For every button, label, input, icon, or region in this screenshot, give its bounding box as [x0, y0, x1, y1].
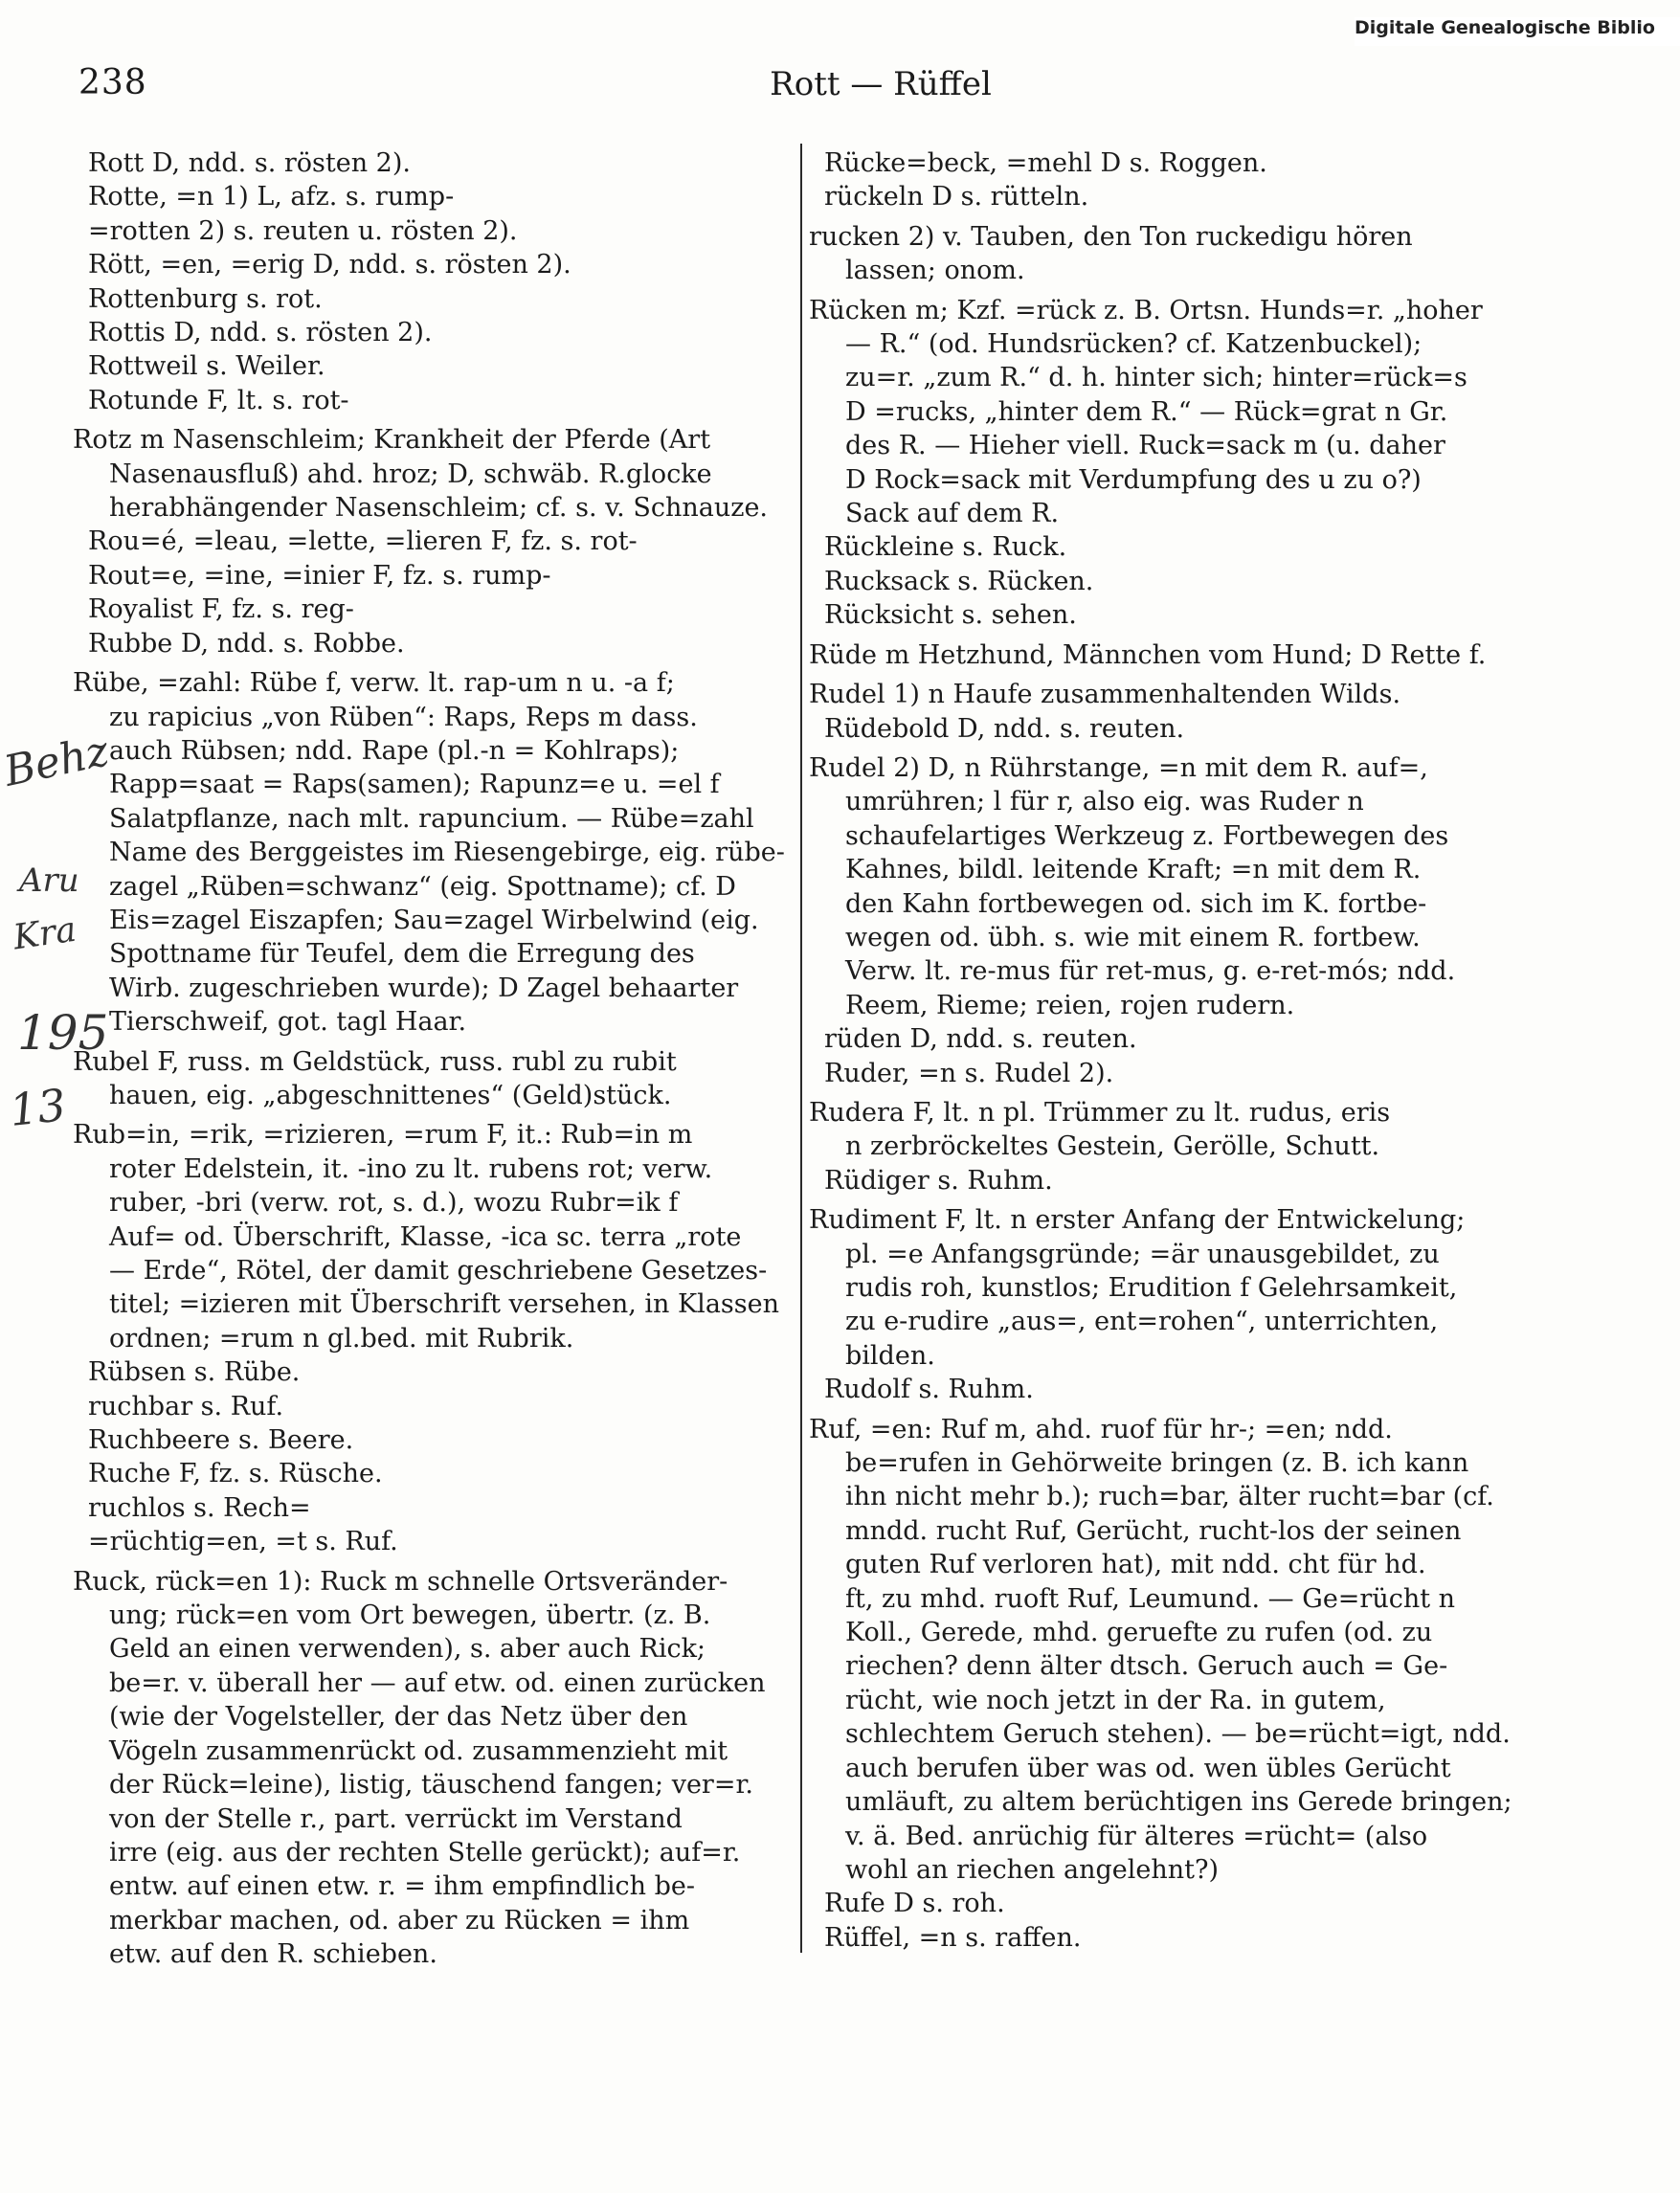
- entry-continuation: ft, zu mhd. ruoft Ruf, Leumund. — Ge=rücht n: [845, 1583, 1456, 1614]
- entry-continuation: pl. =e Anfangsgründe; =är unausgebildet, zu: [845, 1239, 1440, 1269]
- entry-continuation: roter Edelstein, it. -ino zu lt. rubens rot; verw.: [109, 1153, 713, 1184]
- entry-continuation: Spottname für Teufel, dem die Erregung des: [109, 939, 695, 970]
- dictionary-entry: Rou=é, =leau, =lette, =lieren F, fz. s. rot-: [88, 526, 638, 557]
- dictionary-entry: Rübe, =zahl: Rübe f, verw. lt. rap-um n u. -a f;: [73, 668, 675, 699]
- dictionary-entry: Rucksack s. Rücken.: [824, 566, 1094, 596]
- entry-continuation: Nasenausfluß) ahd. hroz; D, schwäb. R.glocke: [109, 459, 712, 489]
- dictionary-entry: Rotunde F, lt. s. rot-: [88, 385, 349, 415]
- entry-continuation: ung; rück=en vom Ort bewegen, übertr. (z. B.: [109, 1600, 711, 1631]
- entry-continuation: wegen od. übh. s. wie mit einem R. fortbew.: [845, 922, 1421, 952]
- dictionary-entry: Ruder, =n s. Rudel 2).: [824, 1058, 1114, 1088]
- entry-continuation: des R. — Hieher viell. Ruck=sack m (u. daher: [845, 431, 1445, 461]
- entry-continuation: entw. auf einen etw. r. = ihm empfindlich be-: [109, 1871, 696, 1902]
- dictionary-entry: Rottweil s. Weiler.: [88, 351, 325, 382]
- dictionary-entry: Rudolf s. Ruhm.: [824, 1375, 1034, 1405]
- entry-continuation: riechen? denn älter dtsch. Geruch auch = Ge-: [845, 1651, 1448, 1682]
- handwritten-annotation: 195: [17, 1005, 109, 1061]
- left-column: [73, 146, 793, 1972]
- dictionary-entry: rucken 2) v. Tauben, den Ton ruckedigu hören: [809, 221, 1413, 252]
- entry-continuation: — Erde“, Rötel, der damit geschriebene Gesetzes-: [109, 1256, 768, 1286]
- entry-continuation: zu rapicius „von Rüben“: Raps, Reps m dass.: [109, 702, 698, 732]
- dictionary-entry: Royalist F, fz. s. reg-: [88, 594, 354, 625]
- entry-continuation: merkbar machen, od. aber zu Rücken = ihm: [109, 1905, 690, 1936]
- entry-continuation: Wirb. zugeschrieben wurde); D Zagel behaarter: [109, 973, 739, 1003]
- dictionary-entry: Rudera F, lt. n pl. Trümmer zu lt. rudus, eris: [809, 1097, 1391, 1128]
- entry-continuation: D Rock=sack mit Verdumpfung des u zu o?): [845, 464, 1422, 495]
- dictionary-entry: Rüde m Hetzhund, Männchen vom Hund; D Rette f.: [809, 639, 1487, 670]
- dictionary-entry: rüden D, ndd. s. reuten.: [824, 1024, 1137, 1055]
- entry-continuation: lassen; onom.: [845, 256, 1025, 286]
- entry-continuation: rücht, wie noch jetzt in der Ra. in gutem,: [845, 1685, 1386, 1715]
- dictionary-entry: Rött, =en, =erig D, ndd. s. rösten 2).: [88, 250, 571, 280]
- entry-continuation: Koll., Gerede, mhd. geruefte zu rufen (od. zu: [845, 1618, 1433, 1648]
- entry-continuation: v. ä. Bed. anrüchig für älteres =rücht= (also: [845, 1821, 1428, 1851]
- entry-continuation: rudis roh, kunstlos; Erudition f Gelehrsamkeit,: [845, 1273, 1458, 1303]
- dictionary-entry: rückeln D s. rütteln.: [824, 182, 1089, 213]
- dictionary-entry: ruchbar s. Ruf.: [88, 1391, 284, 1421]
- dictionary-entry: Ruche F, fz. s. Rüsche.: [88, 1459, 383, 1489]
- dictionary-entry: Rücksicht s. sehen.: [824, 600, 1077, 631]
- dictionary-entry: Rudel 1) n Haufe zusammenhaltenden Wilds.: [809, 680, 1401, 710]
- entry-continuation: guten Ruf verloren hat), mit ndd. cht für hd.: [845, 1550, 1426, 1580]
- entry-continuation: titel; =izieren mit Überschrift versehen, in Klassen: [109, 1289, 779, 1320]
- entry-continuation: schlechtem Geruch stehen). — be=rücht=igt, ndd.: [845, 1719, 1511, 1750]
- entry-continuation: Tierschweif, got. tagl Haar.: [109, 1007, 467, 1038]
- entry-continuation: Name des Berggeistes im Riesengebirge, eig. rübe-: [109, 838, 785, 868]
- dictionary-entry: Rotz m Nasenschleim; Krankheit der Pferde (Art: [73, 425, 711, 456]
- entry-continuation: Reem, Rieme; reien, rojen rudern.: [845, 990, 1295, 1020]
- dictionary-entry: Rüdiger s. Ruhm.: [824, 1165, 1053, 1196]
- entry-continuation: hauen, eig. „abgeschnittenes“ (Geld)stück.: [109, 1080, 672, 1110]
- entry-continuation: D =rucks, „hinter dem R.“ — Rück=grat n Gr.: [845, 396, 1448, 427]
- handwritten-annotation: Aru: [19, 862, 79, 900]
- dictionary-entry: Rückleine s. Ruck.: [824, 532, 1067, 563]
- dictionary-entry: Ruf, =en: Ruf m, ahd. ruof für hr-; =en; ndd.: [809, 1414, 1393, 1444]
- dictionary-entry: Rubel F, russ. m Geldstück, russ. rubl zu rubit: [73, 1046, 677, 1077]
- dictionary-entry: Rüffel, =n s. raffen.: [824, 1922, 1082, 1953]
- entry-continuation: wohl an riechen angelehnt?): [845, 1854, 1220, 1885]
- entry-continuation: be=r. v. überall her — auf etw. od. einen zurücken: [109, 1667, 766, 1698]
- dictionary-entry: Ruchbeere s. Beere.: [88, 1425, 354, 1456]
- entry-continuation: zu=r. „zum R.“ d. h. hinter sich; hinter=rück=s: [845, 363, 1467, 393]
- dictionary-entry: Rücke=beck, =mehl D s. Roggen.: [824, 148, 1267, 178]
- entry-continuation: herabhängender Nasenschleim; cf. s. v. Schnauze.: [109, 493, 768, 524]
- dictionary-entry: Rout=e, =ine, =inier F, fz. s. rump-: [88, 560, 551, 591]
- entry-continuation: Eis=zagel Eiszapfen; Sau=zagel Wirbelwind (eig.: [109, 905, 759, 935]
- entry-continuation: be=rufen in Gehörweite bringen (z. B. ich kann: [845, 1448, 1469, 1479]
- entry-continuation: irre (eig. aus der rechten Stelle gerückt); auf=r.: [109, 1837, 741, 1868]
- dictionary-entry: =rotten 2) s. reuten u. rösten 2).: [88, 215, 518, 246]
- entry-continuation: n zerbröckeltes Gestein, Gerölle, Schutt.: [845, 1131, 1380, 1162]
- dictionary-entry: Ruck, rück=en 1): Ruck m schnelle Ortsveränder-: [73, 1566, 728, 1597]
- entry-continuation: bilden.: [845, 1340, 935, 1371]
- running-title: Rott — Rüffel: [770, 65, 992, 103]
- entry-continuation: den Kahn fortbewegen od. sich im K. fortbe-: [845, 888, 1427, 919]
- entry-continuation: Vögeln zusammenrückt od. zusammenzieht mit: [109, 1735, 728, 1766]
- dictionary-entry: Rücken m; Kzf. =rück z. B. Ortsn. Hunds=r. „hoher: [809, 295, 1483, 325]
- entry-continuation: von der Stelle r., part. verrückt im Verstand: [109, 1803, 683, 1834]
- entry-continuation: umläuft, zu altem berüchtigen ins Gerede bringen;: [845, 1787, 1512, 1818]
- entry-continuation: mndd. rucht Ruf, Gerücht, rucht-los der seinen: [845, 1515, 1462, 1546]
- entry-continuation: (wie der Vogelsteller, der das Netz über den: [109, 1702, 688, 1733]
- dictionary-entry: Rüdebold D, ndd. s. reuten.: [824, 713, 1185, 744]
- entry-continuation: Verw. lt. re-mus für ret-mus, g. e-ret-mós; ndd.: [845, 956, 1456, 987]
- dictionary-entry: Rudel 2) D, n Rührstange, =n mit dem R. auf=,: [809, 752, 1428, 783]
- entry-continuation: umrühren; l für r, also eig. was Ruder n: [845, 787, 1364, 817]
- dictionary-entry: Rotte, =n 1) L, afz. s. rump-: [88, 182, 455, 213]
- dictionary-entry: Rub=in, =rik, =rizieren, =rum F, it.: Rub=in m: [73, 1120, 693, 1151]
- entry-continuation: Sack auf dem R.: [845, 499, 1060, 529]
- entry-continuation: Rapp=saat = Raps(samen); Rapunz=e u. =el f: [109, 770, 720, 800]
- dictionary-entry: Rott D, ndd. s. rösten 2).: [88, 148, 411, 178]
- handwritten-annotation: 13: [7, 1079, 69, 1136]
- dictionary-entry: =rüchtig=en, =t s. Ruf.: [88, 1527, 398, 1557]
- entry-continuation: auch berufen über was od. wen übles Gerücht: [845, 1753, 1451, 1783]
- dictionary-entry: ruchlos s. Rech=: [88, 1492, 311, 1523]
- entry-continuation: zu e-rudire „aus=, ent=rohen“, unterrichten,: [845, 1307, 1439, 1337]
- entry-continuation: Salatpflanze, nach mlt. rapuncium. — Rübe=zahl: [109, 803, 754, 834]
- entry-continuation: — R.“ (od. Hundsrücken? cf. Katzenbuckel);: [845, 329, 1422, 360]
- dictionary-entry: Rufe D s. roh.: [824, 1889, 1005, 1919]
- dictionary-entry: Rudiment F, lt. n erster Anfang der Entwickelung;: [809, 1205, 1466, 1236]
- entry-continuation: ordnen; =rum n gl.bed. mit Rubrik.: [109, 1323, 574, 1354]
- right-column: [809, 146, 1536, 1955]
- entry-continuation: etw. auf den R. schieben.: [109, 1939, 437, 1970]
- handwritten-annotation: Behz: [0, 727, 114, 796]
- entry-continuation: ihn nicht mehr b.); ruch=bar, älter rucht=bar (cf.: [845, 1482, 1494, 1512]
- column-divider: [800, 144, 802, 1953]
- dictionary-entry: Rubbe D, ndd. s. Robbe.: [88, 628, 405, 659]
- entry-continuation: schaufelartiges Werkzeug z. Fortbewegen des: [845, 820, 1449, 851]
- library-watermark: Digitale Genealogische Biblio: [1355, 17, 1680, 46]
- dictionary-entry: Rübsen s. Rübe.: [88, 1357, 301, 1388]
- entry-continuation: ruber, -bri (verw. rot, s. d.), wozu Rubr=ik f: [109, 1188, 679, 1219]
- entry-continuation: der Rück=leine), listig, täuschend fangen; ver=r.: [109, 1770, 753, 1801]
- dictionary-entry: Rottenburg s. rot.: [88, 283, 323, 314]
- entry-continuation: Auf= od. Überschrift, Klasse, -ica sc. terra „rote: [109, 1221, 742, 1252]
- handwritten-annotation: Kra: [11, 909, 79, 958]
- entry-continuation: zagel „Rüben=schwanz“ (eig. Spottname); cf. D: [109, 871, 736, 902]
- entry-continuation: auch Rübsen; ndd. Rape (pl.-n = Kohlraps);: [109, 735, 680, 766]
- entry-continuation: Geld an einen verwenden), s. aber auch Rick;: [109, 1634, 706, 1665]
- dictionary-entry: Rottis D, ndd. s. rösten 2).: [88, 318, 433, 348]
- entry-continuation: Kahnes, bildl. leitende Kraft; =n mit dem R.: [845, 855, 1422, 885]
- page-number: 238: [78, 63, 147, 102]
